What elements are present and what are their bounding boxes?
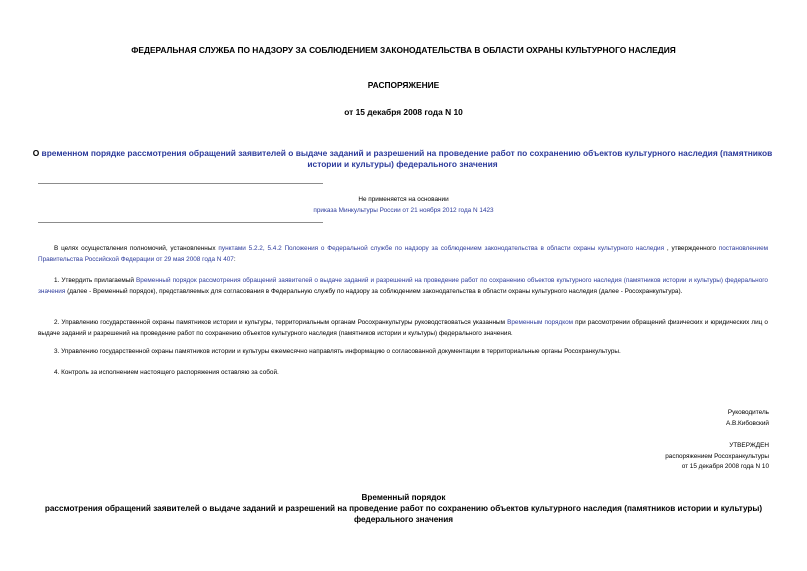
approval-line-3: от 15 декабря 2008 года N 10 [681,463,769,470]
document-type: РАСПОРЯЖЕНИЕ [367,80,440,90]
paragraph-2 [38,318,768,339]
paragraph-text: 2. Управлению государственной охраны памятников истории и культуры, территориальным органам Росохранкультуры руководствоваться указанным [54,319,508,326]
paragraph-3: 3. Управлению государственной охраны памятников истории и культуры ежемесячно направлять информацию о согласованной документации в территориальные органы Росохранкультуры. [54,348,621,355]
signature-title: Руководитель [727,409,769,416]
intro-paragraph [38,244,768,265]
approval-stamp [665,441,769,473]
document-date: от 15 декабря 2008 года N 10 [344,107,463,117]
agency-name: ФЕДЕРАЛЬНАЯ СЛУЖБА ПО НАДЗОРУ ЗА СОБЛЮДЕНИЕМ ЗАКОНОДАТЕЛЬСТВА В ОБЛАСТИ ОХРАНЫ КУЛЬТУРНОГО НАСЛЕДИЯ [131,45,676,55]
annex-heading [30,492,777,525]
annex-title: Временный порядок [361,493,446,502]
approval-line-2: распоряжением Росохранкультуры [665,452,769,460]
paragraph-1 [38,276,768,297]
intro-link-clauses[interactable]: пунктами 5.2.2, 5.4.2 Положения о Федеральной службе по надзору за соблюдением законодательства в области охраны культурного наследия [218,245,665,252]
note-link[interactable]: приказа Минкультуры России от 21 ноября 2012 года N 1423 [313,207,494,214]
paragraph-text: (далее - Временный порядок), представляемых для согласования в Федеральную службу по надзору за соблюдением законодательства в области охраны культурного наследия (далее - Росохранкультура). [65,287,683,295]
paragraph-text: при рассмотрении обращений физических и юридических лиц о выдаче заданий и разрешений на проведение работ по сохранению объектов культурного наследия (памятников истории и культуры) федерального значения. [38,319,768,337]
subject-prefix: О [32,148,42,158]
note-line: Не применяется на основании [358,196,449,203]
signature-name: А.В.Кибовский [725,419,769,427]
document-subject [30,148,775,170]
paragraph-4: 4. Контроль за исполнением настоящего распоряжения оставляю за собой. [54,369,279,376]
intro-text: : [233,255,236,263]
bottom-divider [38,222,323,223]
applicability-note [200,194,607,216]
signature-block [726,408,769,429]
temporary-order-link[interactable]: Временный порядок рассмотрения обращений заявителей о выдаче заданий и разрешений на проведение работ по сохранению объектов культурного наследия (памятников истории и культуры) федерального значения [38,277,768,295]
intro-link-resolution[interactable]: постановлением Правительства Российской Федерации от 29 мая 2008 года N 407 [38,245,769,263]
top-divider [38,183,323,184]
paragraph-text: 1. Утвердить прилагаемый [54,277,136,284]
subject-link[interactable]: временном порядке рассмотрения обращений заявителей о выдаче заданий и разрешений на проведение работ по сохранению объектов культурного наследия (памятников истории и культуры) федерального значения [41,148,773,169]
annex-subtitle: рассмотрения обращений заявителей о выдаче заданий и разрешений на проведение работ по сохранению объектов культурного наследия (памятников истории и культуры) федерального значения [44,504,763,524]
temporary-order-link-2[interactable]: Временным порядком [507,319,574,326]
intro-text: В целях осуществления полномочий, установленных [54,245,219,252]
approval-line-1: УТВЕРЖДЕН [729,442,769,449]
intro-text: , утвержденного [664,245,719,252]
